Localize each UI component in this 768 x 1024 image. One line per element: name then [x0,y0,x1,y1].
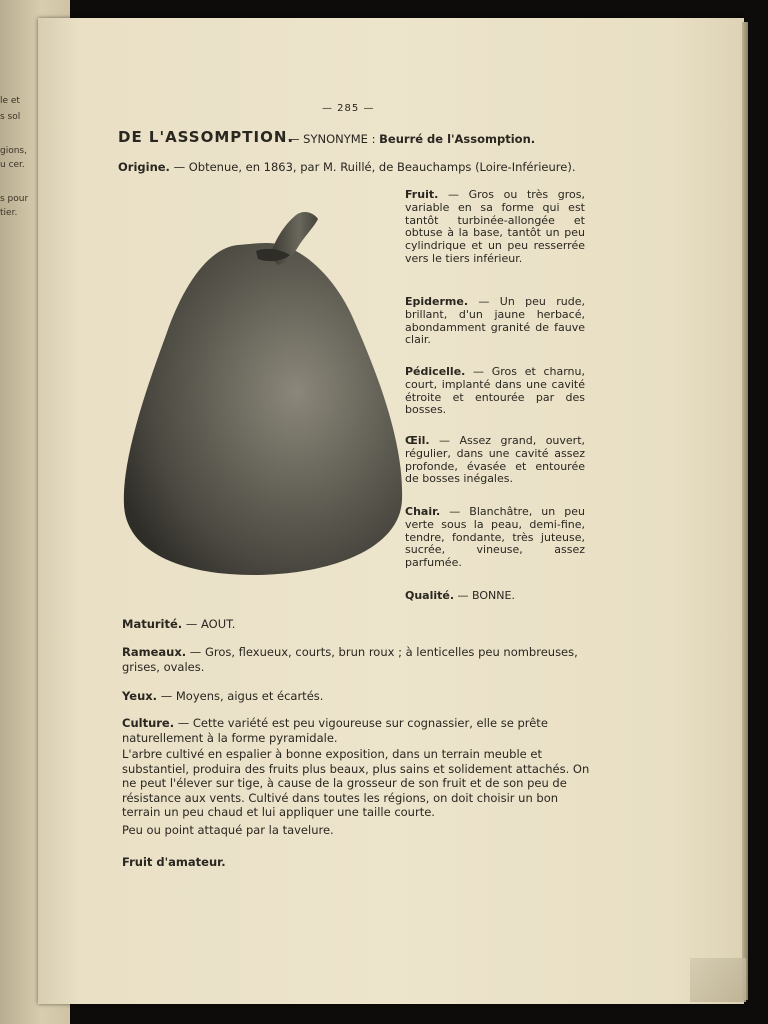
pear-illustration [118,205,408,580]
origin-label: Origine. [118,160,170,174]
corner-overlay [690,958,746,1002]
origin-text: — Obtenue, en 1863, par M. Ruillé, de Beauchamps (Loire-Inférieure). [173,160,576,174]
maturite-label: Maturité. [122,617,183,631]
chair-description [405,506,585,570]
espalier-text: L'arbre cultivé en espalier à bonne exposition, dans un terrain meuble et substantiel, produira des fruits plus beaux, plus sains et solidement attachés. On ne peut l'élever sur tige, à cause de la grosseur de son fruit et de son peu de résistance aux vents. Cultivé dans toutes les régions, on doit choisir un bon terrain un peu chaud et lui appliquer une taille courte. [122,747,590,819]
left-page-fragment: s pour [0,194,29,204]
fruit-label: Fruit. [405,188,439,201]
qualite-label: Qualité. [405,589,455,602]
rameaux-label: Rameaux. [122,645,187,659]
culture-label: Culture. [122,716,175,730]
left-page-fragment: u cer. [0,160,25,170]
culture-paragraph [122,716,590,745]
maturite-paragraph [122,617,590,632]
oeil-description [405,435,585,486]
oeil-text: — Assez grand, ouvert, régulier, dans une cavité assez profonde, évasée et entourée de bosses inégales. [405,434,586,486]
oeil-label: Œil. [405,434,430,447]
espalier-paragraph [122,747,590,820]
pear-body [124,243,402,575]
left-page-fragment: s sol [0,112,21,122]
pedicelle-text: — Gros et charnu, court, implanté dans une cavité étroite et entourée par des bosses. [405,365,585,417]
qualite-description [405,590,585,603]
maturite-text: — AOUT. [185,617,236,631]
epiderme-description [405,296,585,347]
pedicelle-label: Pédicelle. [405,365,466,378]
pedicelle-description [405,366,585,417]
epiderme-label: Epiderme. [405,295,469,308]
chair-text: — Blanchâtre, un peu verte sous la peau, demi-fine, tendre, fondante, très juteuse, sucrée, vineuse, assez parfumée. [405,505,586,570]
fruit-description [405,189,585,266]
left-page-fragment: tier. [0,208,18,218]
qualite-text: — BONNE. [457,589,515,602]
yeux-text: — Moyens, aigus et écartés. [160,689,324,703]
fruit-amateur-label: Fruit d'amateur. [122,855,226,869]
tavelure-text: Peu ou point attaqué par la tavelure. [122,823,334,837]
culture-text: — Cette variété est peu vigoureuse sur cognassier, elle se prête naturellement à la forme pyramidale. [122,716,548,745]
pear-photo [118,205,408,580]
synonym-prefix: — SYNONYME : [288,132,376,146]
fruit-amateur-paragraph [122,855,590,870]
fruit-text: — Gros ou très gros, variable en sa forme qui est tantôt turbinée-allongée et obtuse à la base, tantôt un peu cylindrique et un peu resserrée vers le tiers inférieur. [405,188,585,265]
tavelure-paragraph [122,823,590,838]
chair-label: Chair. [405,505,441,518]
synonym-line [288,132,535,146]
page-number: — 285 — [322,103,375,114]
synonym-value: Beurré de l'Assomption. [379,132,536,146]
rameaux-paragraph [122,645,590,674]
yeux-label: Yeux. [122,689,158,703]
rameaux-text: — Gros, flexueux, courts, brun roux ; à lenticelles peu nombreuses, grises, ovales. [122,645,578,674]
epiderme-text: — Un peu rude, brillant, d'un jaune herbacé, abondamment granité de fauve clair. [405,295,585,347]
variety-title: DE L'ASSOMPTION. [118,128,295,146]
origin-line [118,160,575,174]
left-page-fragment: le et [0,96,20,106]
page-edge [742,22,748,1000]
left-page-fragment: gions, [0,146,27,156]
yeux-paragraph [122,689,590,704]
